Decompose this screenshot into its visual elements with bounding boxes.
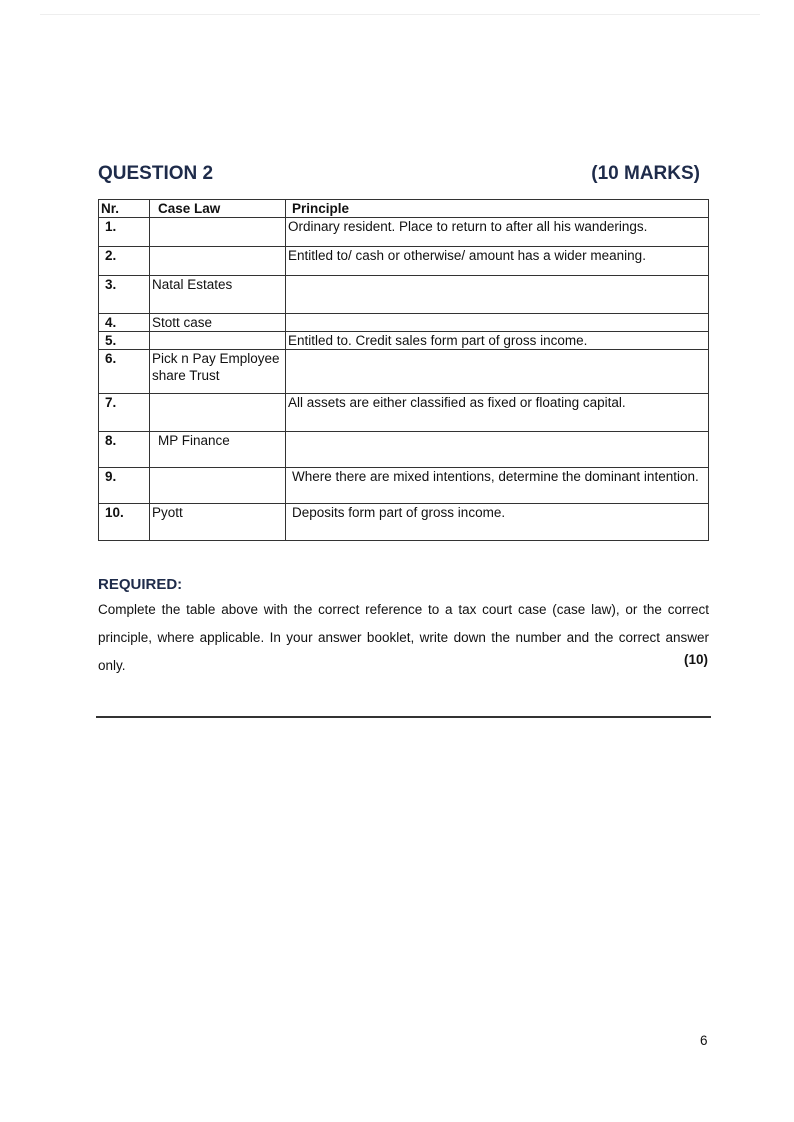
row-number: 2.	[99, 247, 150, 276]
principle-cell: Where there are mixed intentions, determine the dominant intention.	[286, 468, 709, 504]
table-row	[99, 247, 709, 276]
row-number: 3.	[99, 276, 150, 314]
case-law-cell	[150, 394, 286, 432]
case-law-cell	[150, 468, 286, 504]
required-heading: REQUIRED:	[98, 576, 183, 593]
principle-cell	[286, 432, 709, 468]
row-number: 1.	[99, 218, 150, 247]
table-row	[99, 218, 709, 247]
case-law-cell: Pick n Pay Employee share Trust	[150, 350, 286, 394]
header-principle: Principle	[286, 200, 709, 218]
table-row	[99, 468, 709, 504]
table-row	[99, 350, 709, 394]
row-number: 9.	[99, 468, 150, 504]
row-number: 6.	[99, 350, 150, 394]
case-law-cell: Stott case	[150, 314, 286, 332]
table-row	[99, 504, 709, 541]
row-number: 4.	[99, 314, 150, 332]
header-case-law: Case Law	[150, 200, 286, 218]
case-law-table	[98, 199, 709, 541]
row-number: 7.	[99, 394, 150, 432]
table-row	[99, 332, 709, 350]
principle-cell	[286, 350, 709, 394]
case-law-cell: Natal Estates	[150, 276, 286, 314]
row-number: 10.	[99, 504, 150, 541]
question-title: QUESTION 2	[98, 163, 214, 184]
case-law-cell	[150, 247, 286, 276]
required-text: Complete the table above with the correct reference to a tax court case (case law), or the correct principle, where applicable. In your answer booklet, write down the number and the correct answer only.	[98, 602, 709, 673]
principle-cell	[286, 314, 709, 332]
divider	[96, 716, 711, 718]
principle-cell: Deposits form part of gross income.	[286, 504, 709, 541]
page-number: 6	[700, 1033, 708, 1048]
table-row	[99, 314, 709, 332]
principle-cell	[286, 276, 709, 314]
table-header-row	[99, 200, 709, 218]
principle-cell: All assets are either classified as fixed or floating capital.	[286, 394, 709, 432]
scan-edge-line	[40, 14, 760, 15]
table-row	[99, 276, 709, 314]
header-nr: Nr.	[99, 200, 150, 218]
principle-cell: Ordinary resident. Place to return to after all his wanderings.	[286, 218, 709, 247]
table-row	[99, 432, 709, 468]
principle-cell: Entitled to/ cash or otherwise/ amount has a wider meaning.	[286, 247, 709, 276]
case-law-cell	[150, 218, 286, 247]
required-marks: (10)	[683, 652, 708, 667]
table-row	[99, 394, 709, 432]
row-number: 8.	[99, 432, 150, 468]
case-law-cell	[150, 332, 286, 350]
case-law-cell: Pyott	[150, 504, 286, 541]
principle-cell: Entitled to. Credit sales form part of gross income.	[286, 332, 709, 350]
case-law-cell: MP Finance	[150, 432, 286, 468]
question-marks: (10 MARKS)	[591, 163, 700, 184]
row-number: 5.	[99, 332, 150, 350]
